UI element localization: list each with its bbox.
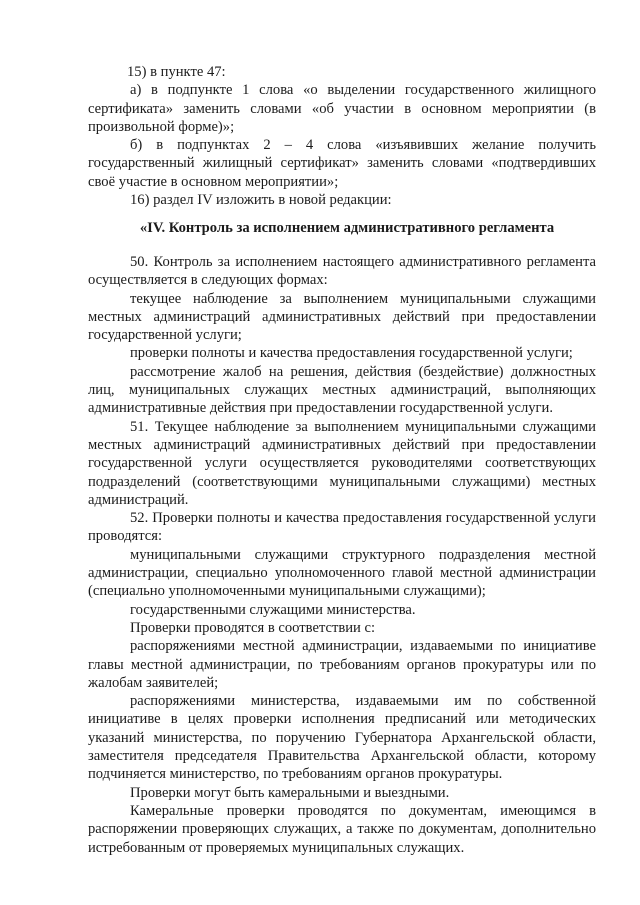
paragraph: 15) в пункте 47: xyxy=(127,64,226,80)
paragraph: рассмотрение жалоб на решения, действия (бездействие) должностных лиц, муниципальных служащих местных администраций, выполняющих административные действия при предоставлении государственной услуги. xyxy=(88,363,596,417)
paragraph: государственными служащими министерства. xyxy=(130,601,416,618)
paragraph: Проверки могут быть камеральными и выездными. xyxy=(130,784,450,801)
paragraph: распоряжениями министерства, издаваемыми им по собственной инициативе в целях проверки исполнения предписаний или методических указаний министерства, по поручению Губернатора Архангельской области, заместителя председателя Правительства Архангельской области, которому подчиняется министерство, по требованиям органов прокуратуры. xyxy=(88,693,596,783)
paragraph: Камеральные проверки проводятся по документам, имеющимся в распоряжении проверяющих служащих, а также по документам, дополнительно истребованным от проверяемых муниципальных служащих. xyxy=(88,802,596,856)
paragraph: 51. Текущее наблюдение за выполнением муниципальными служащими местных администраций административных действий при предоставлении государственной услуги осуществляется руководителями соответствующих подразделений (соответствующими муниципальными служащими) местных администраций. xyxy=(88,418,596,508)
paragraph: муниципальными служащими структурного подразделения местной администрации, специально уполномоченного главой местной администрации (специально уполномоченными муниципальными служащими); xyxy=(88,546,596,600)
section-body xyxy=(88,253,596,857)
paragraph: 50. Контроль за исполнением настоящего административного регламента осуществляется в следующих формах: xyxy=(88,254,596,289)
paragraph: Проверки проводятся в соответствии с: xyxy=(130,619,376,636)
amendment-list xyxy=(88,63,596,209)
section-heading: «IV. Контроль за исполнением административного регламента xyxy=(139,220,555,236)
paragraph: проверки полноты и качества предоставления государственной услуги; xyxy=(130,345,573,362)
paragraph: текущее наблюдение за выполнением муниципальными служащими местных администраций административных действий при предоставлении государственной услуги; xyxy=(88,290,596,344)
paragraph: 52. Проверки полноты и качества предоставления государственной услуги проводятся: xyxy=(88,510,596,545)
paragraph: б) в подпунктах 2 – 4 слова «изъявивших желание получить государственный жилищный сертификат» заменить словами «подтвердивших своё участие в основном мероприятии»; xyxy=(88,137,596,190)
paragraph: 16) раздел IV изложить в новой редакции: xyxy=(130,192,392,209)
paragraph: а) в подпункте 1 слова «о выделении государственного жилищного сертификата» заменить словами «об участии в основном мероприятии (в произвольной форме)»; xyxy=(88,82,596,135)
paragraph: распоряжениями местной администрации, издаваемыми по инициативе главы местной администрации, по требованиям органов прокуратуры или по жалобам заявителей; xyxy=(88,638,596,691)
